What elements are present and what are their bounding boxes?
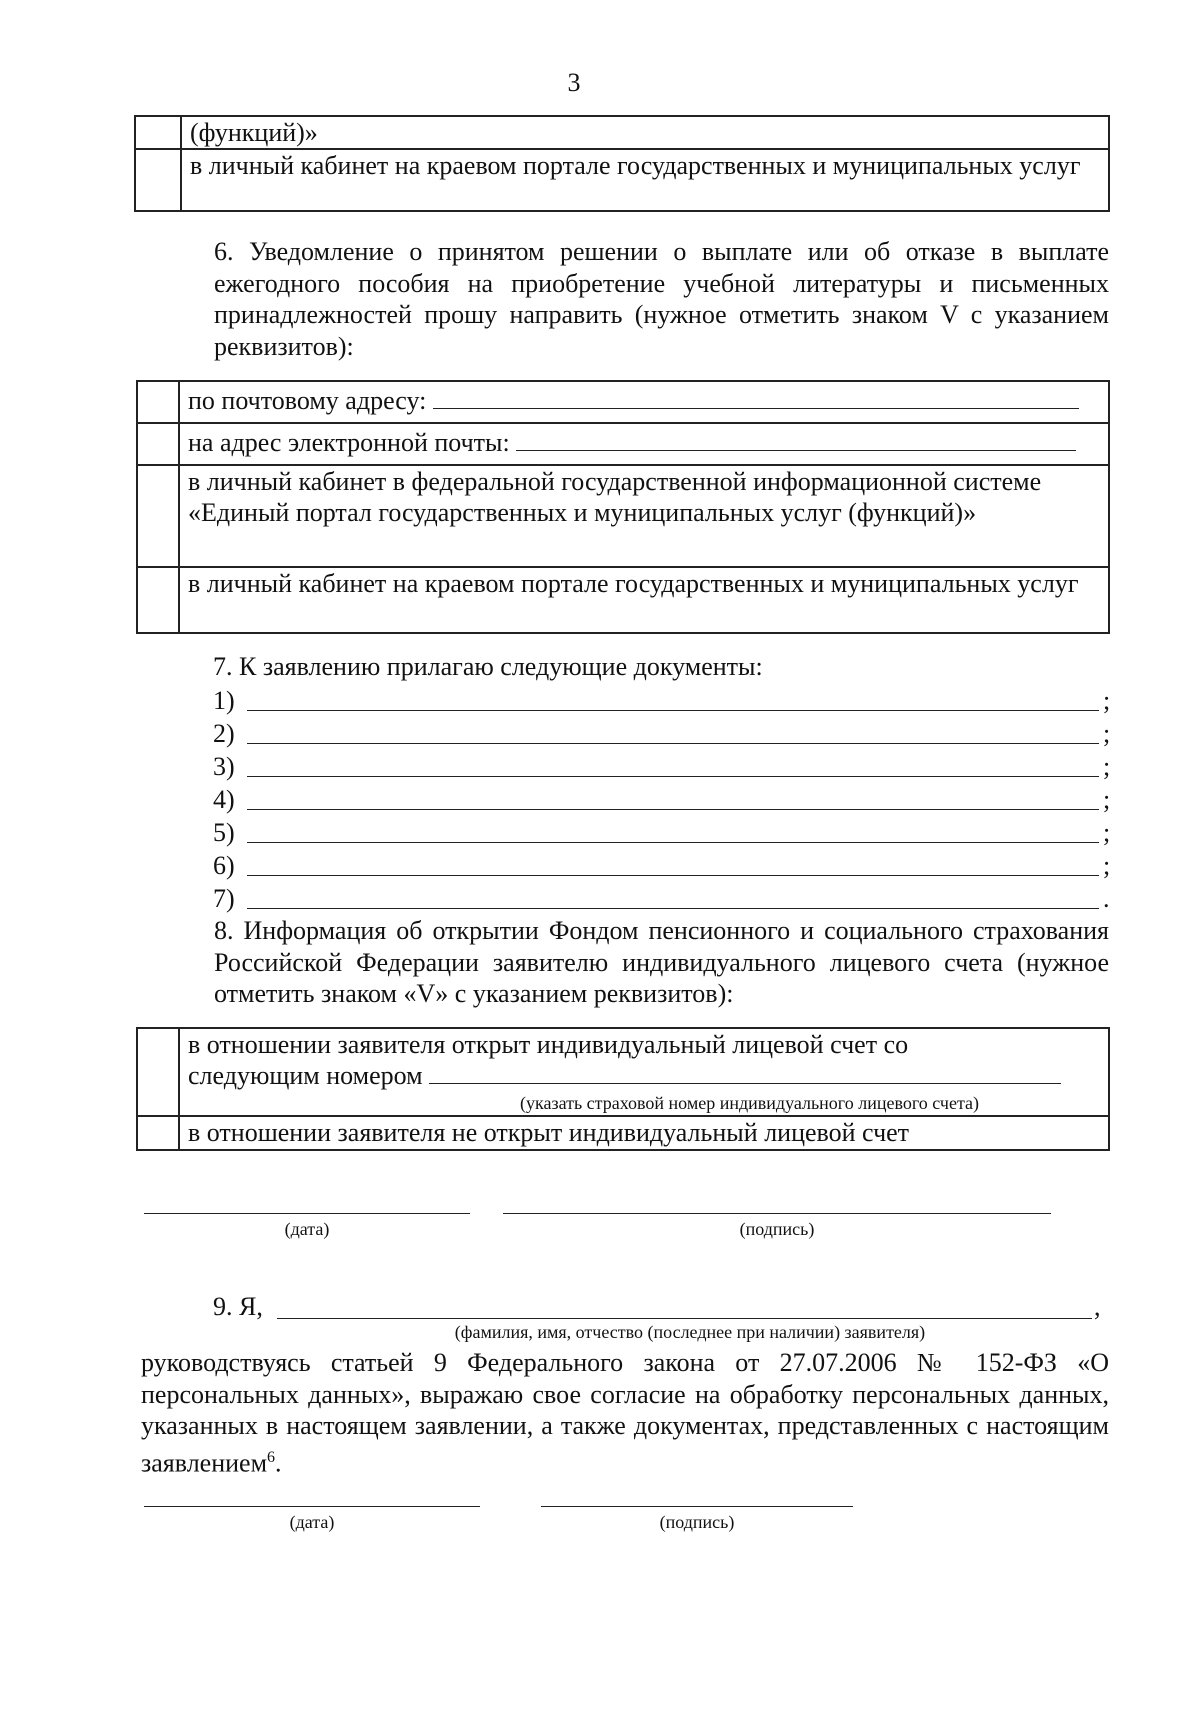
document-item-number: 1) — [213, 686, 235, 715]
signature-line-2[interactable] — [541, 1506, 853, 1507]
option-email-label: на адрес электронной почты: — [188, 428, 510, 457]
signature-caption: (подпись) — [739, 1219, 815, 1239]
date-caption: (дата) — [284, 1219, 330, 1239]
document-item-end: ; — [1103, 818, 1111, 847]
option-account-opened-line1: в отношении заявителя открыт индивидуальный лицевой счет со — [188, 1030, 909, 1059]
snils-hint: (указать страховой номер индивидуального лицевого счета) — [520, 1093, 980, 1113]
checkbox-email[interactable] — [137, 423, 179, 465]
option-label: в личный кабинет на краевом портале государственных и муниципальных услуг — [181, 149, 1109, 211]
document-item — [213, 818, 1111, 848]
option-postal-label: по почтовому адресу: — [188, 386, 427, 415]
footnote-marker: 6 — [267, 1448, 276, 1466]
document-item — [213, 686, 1111, 716]
document-item-field[interactable] — [247, 884, 1099, 909]
signature-line[interactable] — [503, 1213, 1051, 1214]
email-field[interactable] — [516, 428, 1076, 451]
section-9-text: руководствуясь статьей 9 Федерального закона от 27.07.2006 № 152-ФЗ «О персональных данных», выражаю свое согласие на обработку персональных данных, указанных в настоящем заявлении, а также документах, представленных с настоящим заявлением — [141, 1348, 1109, 1478]
section-9-end: . — [275, 1448, 282, 1478]
checkbox-account-opened[interactable] — [137, 1028, 179, 1116]
document-item-end: ; — [1103, 752, 1111, 781]
document-item-end: . — [1103, 884, 1110, 913]
section-9-prefix: 9. Я, — [213, 1292, 263, 1321]
checkbox-postal[interactable] — [137, 381, 179, 423]
document-item-field[interactable] — [247, 752, 1099, 777]
document-item-field[interactable] — [247, 686, 1099, 711]
checkbox-regional-portal[interactable] — [137, 567, 179, 633]
document-item-field[interactable] — [247, 785, 1099, 810]
document-item-end: ; — [1103, 785, 1111, 814]
section-9-paragraph — [141, 1347, 1109, 1479]
option-regional-portal: в личный кабинет на краевом портале государственных и муниципальных услуг — [179, 567, 1109, 633]
document-item — [213, 851, 1111, 881]
date-line-2[interactable] — [144, 1506, 480, 1507]
document-item-end: ; — [1103, 851, 1111, 880]
option-label: (функций)» — [181, 116, 1109, 149]
option-gosuslugi: в личный кабинет в федеральной государственной информационной системе «Единый портал государственных и муниципальных услуг (функций)» — [179, 465, 1109, 567]
postal-address-field[interactable] — [433, 386, 1079, 409]
option-account-opened-line2 — [188, 1060, 1108, 1091]
date-caption-2: (дата) — [289, 1512, 335, 1532]
section-8-paragraph — [141, 915, 1109, 1010]
option-email — [179, 423, 1109, 465]
document-item-field[interactable] — [247, 719, 1099, 744]
applicant-name-field[interactable] — [277, 1318, 1092, 1319]
option-account-opened-label: следующим номером — [188, 1061, 423, 1090]
document-item-number: 3) — [213, 752, 235, 781]
document-item-end: ; — [1103, 686, 1111, 715]
account-options-table — [136, 1027, 1110, 1151]
document-item-end: ; — [1103, 719, 1111, 748]
checkbox-gosuslugi[interactable] — [137, 465, 179, 567]
document-item — [213, 752, 1111, 782]
document-item-field[interactable] — [247, 818, 1099, 843]
checkbox[interactable] — [135, 149, 181, 211]
option-account-opened — [179, 1028, 1109, 1116]
checkbox-account-not-opened[interactable] — [137, 1116, 179, 1150]
section-7-title: 7. К заявлению прилагаю следующие документы: — [213, 652, 763, 681]
date-line[interactable] — [144, 1213, 470, 1214]
top-options-table — [134, 115, 1110, 212]
document-item-field[interactable] — [247, 851, 1099, 876]
document-item — [213, 785, 1111, 815]
snils-field[interactable] — [429, 1061, 1061, 1084]
document-item — [213, 719, 1111, 749]
section-6-paragraph — [141, 236, 1109, 362]
document-item — [213, 884, 1110, 914]
document-item-number: 6) — [213, 851, 235, 880]
section-9-comma: , — [1094, 1292, 1101, 1321]
document-item-number: 5) — [213, 818, 235, 847]
notification-options-table — [136, 380, 1110, 634]
applicant-name-hint: (фамилия, имя, отчество (последнее при наличии) заявителя) — [454, 1322, 926, 1342]
option-account-not-opened: в отношении заявителя не открыт индивидуальный лицевой счет — [179, 1116, 1109, 1150]
signature-caption-2: (подпись) — [659, 1512, 735, 1532]
option-postal — [179, 381, 1109, 423]
section-6-text: 6. Уведомление о принятом решении о выплате или об отказе в выплате ежегодного пособия на приобретение учебной литературы и письменных принадлежностей прошу направить (нужное отметить знаком V с указанием реквизитов): — [214, 237, 1109, 361]
document-item-number: 2) — [213, 719, 235, 748]
document-item-number: 4) — [213, 785, 235, 814]
page-number: 3 — [567, 68, 581, 97]
checkbox[interactable] — [135, 116, 181, 149]
document-item-number: 7) — [213, 884, 235, 913]
section-8-text: 8. Информация об открытии Фондом пенсионного и социального страхования Российской Федерации заявителю индивидуального лицевого счета (нужное отметить знаком «V» с указанием реквизитов): — [214, 916, 1109, 1008]
